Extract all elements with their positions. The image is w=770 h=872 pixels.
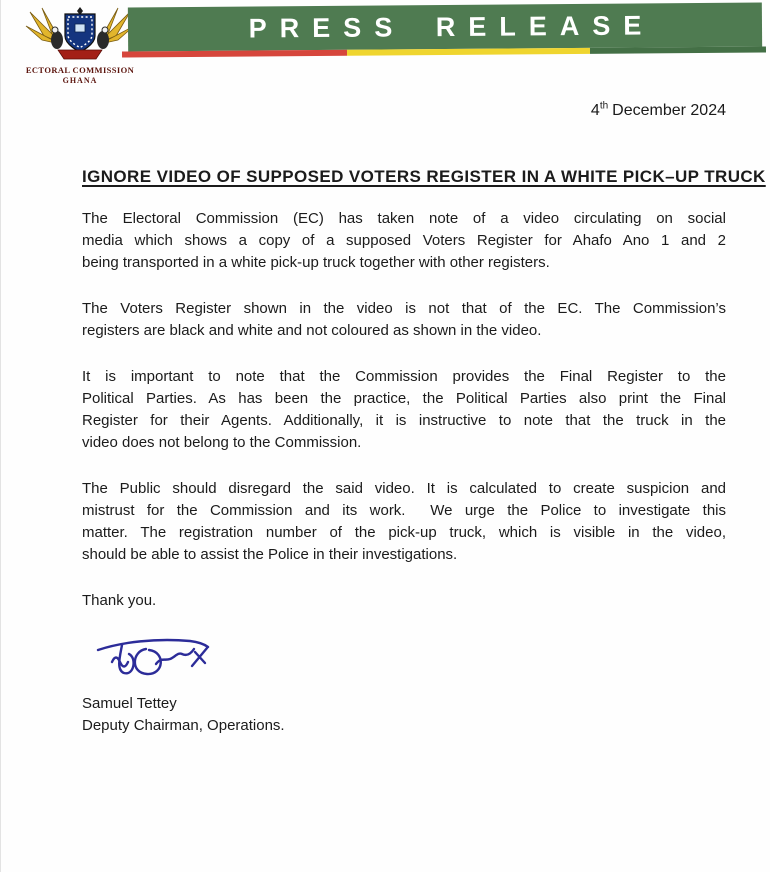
signatory-title: Deputy Chairman, Operations. bbox=[82, 717, 285, 734]
paragraph-line: Political Parties. As has been the practice, the Political Parties also print the Final bbox=[82, 390, 726, 407]
paragraph-line: mistrust for the Commission and its work. We urge the Police to investigate this bbox=[82, 502, 726, 519]
paragraph-line: The Public should disregard the said video. It is calculated to create suspicion and bbox=[82, 480, 726, 497]
signatory-block bbox=[82, 693, 726, 737]
signatory-name: Samuel Tettey bbox=[82, 695, 177, 712]
paragraph-line: media which shows a copy of a supposed Voters Register for Ahafo Ano 1 and 2 bbox=[82, 232, 726, 249]
paragraph bbox=[82, 298, 726, 342]
paragraph-line: matter. The registration number of the pick-up truck, which is visible in the video, bbox=[82, 524, 726, 541]
date-month-year: December 2024 bbox=[612, 102, 726, 119]
paragraph-line: It is important to note that the Commission provides the Final Register to the bbox=[82, 368, 726, 385]
paragraph-line: being transported in a white pick-up truck together with other registers. bbox=[82, 254, 550, 271]
paragraph bbox=[82, 478, 726, 566]
paragraph-line: video does not belong to the Commission. bbox=[82, 434, 362, 451]
paragraph-line: registers are black and white and not coloured as shown in the video. bbox=[82, 322, 542, 339]
date-day: 4 bbox=[590, 102, 600, 119]
paragraph-line: Register for their Agents. Additionally, it is instructive to note that the truck in the bbox=[82, 412, 726, 429]
closing-line: Thank you. bbox=[82, 592, 157, 609]
date-ordinal: th bbox=[599, 100, 609, 112]
letter-date bbox=[82, 100, 726, 122]
paragraph bbox=[82, 208, 726, 274]
crest-label-commission: ECTORAL COMMISSION bbox=[25, 65, 135, 75]
headline: IGNORE VIDEO OF SUPPOSED VOTERS REGISTER IN A WHITE PICK–UP TRUCK bbox=[82, 167, 766, 186]
body-paragraphs bbox=[82, 208, 726, 566]
paragraph-line: The Electoral Commission (EC) has taken note of a video circulating on social bbox=[82, 210, 726, 227]
scan-edge-line bbox=[0, 0, 1, 872]
letter-content bbox=[82, 0, 766, 737]
crest-label-ghana: GHANA bbox=[62, 76, 98, 85]
press-banner-title: PRESS RELEASE bbox=[248, 9, 655, 44]
paragraph-line: should be able to assist the Police in their investigations. bbox=[82, 546, 458, 563]
paragraph bbox=[82, 366, 726, 454]
handwritten-signature bbox=[94, 628, 214, 680]
paragraph-line: The Voters Register shown in the video is not that of the EC. The Commission’s bbox=[82, 300, 726, 317]
